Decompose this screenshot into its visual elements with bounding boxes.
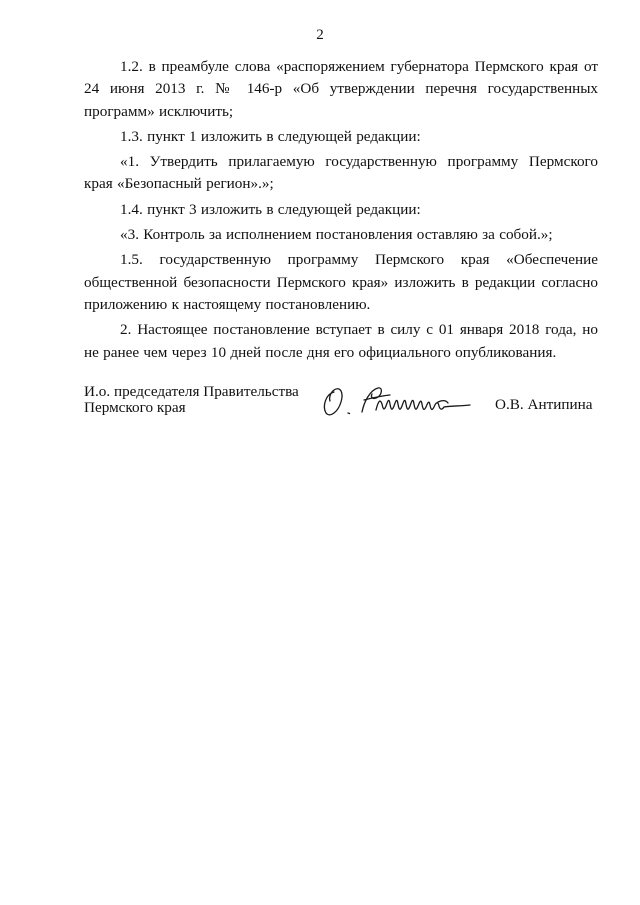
signer-title-line2: Пермского края bbox=[84, 399, 186, 416]
paragraph-1-3-text: «1. Утвердить прилагаемую государственную программу Пермского края «Безопасный регион».»; bbox=[84, 153, 598, 193]
document-body bbox=[84, 56, 598, 367]
paragraph-1-2: 1.2. в преамбуле слова «распоряжением губернатора Пермского края от 24 июня 2013 г. № 146-р «Об утверждении перечня государственных программ» исключить; bbox=[84, 58, 598, 120]
signer-title bbox=[84, 384, 299, 416]
handwritten-signature bbox=[320, 380, 500, 420]
page-number: 2 bbox=[316, 27, 324, 43]
signer-name: О.В. Антипина bbox=[495, 396, 593, 413]
signer-title-line1: И.о. председателя Правительства bbox=[84, 383, 299, 400]
paragraph-2: 2. Настоящее постановление вступает в силу с 01 января 2018 года, но не ранее чем через 10 дней после дня его официального опубликования. bbox=[84, 321, 598, 361]
paragraph-1-4-text: «3. Контроль за исполнением постановления оставляю за собой.»; bbox=[120, 226, 553, 244]
paragraph-1-5: 1.5. государственную программу Пермского края «Обеспечение общественной безопасности Пермского края» изложить в редакции согласно приложению к настоящему постановлению. bbox=[84, 251, 598, 313]
paragraph-1-4: 1.4. пункт 3 изложить в следующей редакции: bbox=[120, 200, 421, 218]
signature-block bbox=[84, 380, 598, 440]
paragraph-1-3: 1.3. пункт 1 изложить в следующей редакции: bbox=[120, 127, 421, 145]
